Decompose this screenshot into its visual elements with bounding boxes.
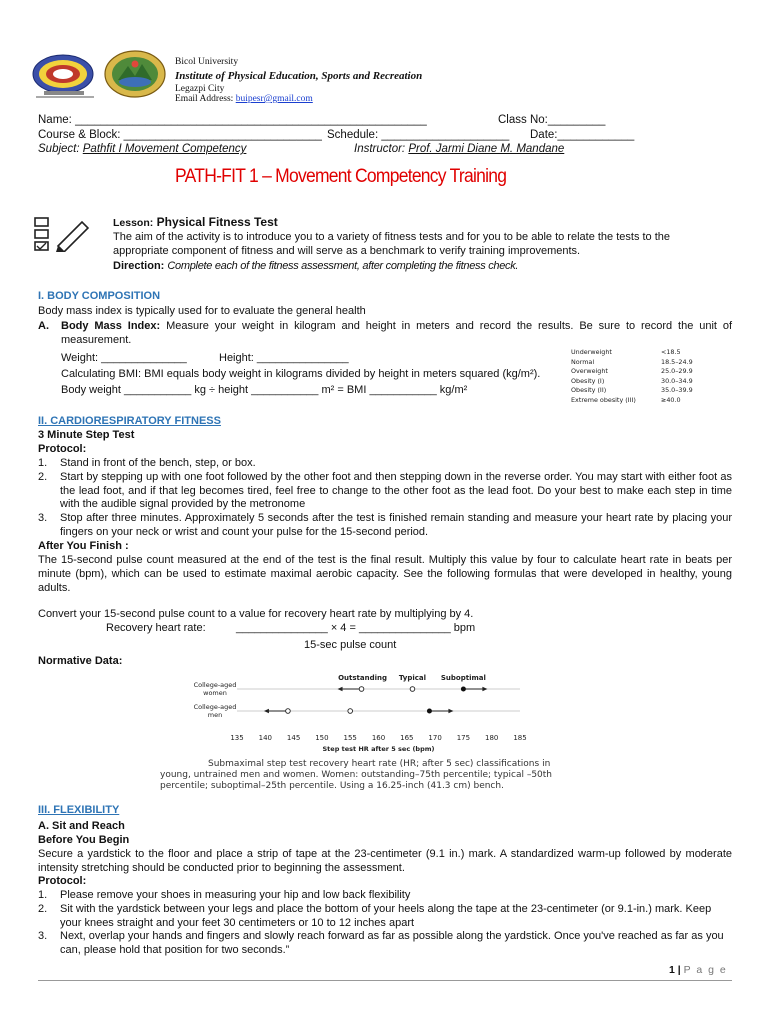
pulse-count-label: 15-sec pulse count [304,639,397,651]
bmi-formula: Body weight ___________ kg ÷ height ___________ m² = BMI ___________ kg/m² [61,384,468,396]
list-item: 1. Stand in front of the bench, step, or box. [38,457,256,469]
chart-caption: Submaximal step test recovery heart rate (HR; after 5 sec) classifications in young, untrained men and women. Women: outstanding–75th percentile; typical –50th percentile; suboptimal–25th percentile. Using a 16.25-inch (41.3 cm) bench. [160,759,553,791]
subject-line [38,142,246,157]
list-item: 3. Next, overlap your hands and fingers and slowly reach forward as far as possible along the yardstick. Once you've reached as far as you can, please hold that position for two seconds.” [38,930,724,957]
bmi-row: Extreme obesity (III) ≥40.0 [571,395,681,404]
subject-value: Pathfit I Movement Competency [82,143,247,155]
after-finish-text: The 15-second pulse count measured at the end of the test is the final result. Multiply this value by four to calculate heart rate in beats per minute (bpm), which can be used to estimate maximal aerobic capacity. See the following formulas that were developed in healthy, young adults. [38,554,732,594]
category-label: Typical [398,674,427,682]
before-begin-label: Before You Begin [38,834,130,846]
flex-protocol-list [38,889,732,958]
x-axis-label: Step test HR after 5 sec (bpm) [322,745,435,753]
row-label: College-aged [193,703,237,711]
x-tick-label: 170 [428,734,442,742]
footer-rule [38,980,732,981]
bmi-row: Obesity (II) 35.0–39.9 [571,386,693,395]
section-heading-body-composition: I. BODY COMPOSITION [38,290,161,302]
typical-point [410,687,415,692]
height-field: Height: _______________ [219,352,349,364]
name-field: Name: _______________________________________________________ [38,114,427,126]
outstanding-point [286,709,291,714]
bmi-row: Normal 18.5–24.9 [571,357,693,366]
email-link[interactable]: buipesr@gmail.com [235,94,313,104]
list-item: 2. Sit with the yardstick between your legs and place the bottom of your heels along the tape at the 23-centimeter (or 9.1-in.) mark. Keep your knees straight and your feet 30 centimeters or 10 to 12 inches apart [38,902,712,929]
category-label: Suboptimal [440,674,486,682]
page-title: PATH-FIT 1 – Movement Competency Training [175,166,507,187]
arrow-head [482,687,487,692]
section-heading-flexibility: III. FLEXIBILITY [38,804,120,816]
arrow-head [448,709,453,714]
x-tick-label: 175 [456,734,471,742]
x-tick-label: 150 [315,734,329,742]
class-no-field: Class No:_________ [498,114,606,126]
suboptimal-point [461,687,466,692]
recovery-hr-label: Recovery heart rate: [106,622,206,634]
x-tick-label: 145 [286,734,301,742]
bmi-row: Obesity (I) 30.0–34.9 [571,376,693,385]
step-test-chart [175,670,535,754]
bmi-calculation-note: Calculating BMI: BMI equals body weight in kilograms divided by height in meters squared (kg/m²). [61,368,541,380]
checklist-pencil-icon [34,216,92,252]
list-item: 1. Please remove your shoes in measuring your hip and low back flexibility [38,889,411,901]
bmi-label: Body Mass Index: [61,320,161,332]
list-item: 3. Stop after three minutes. Approximately 5 seconds after the test is finished remain standing and measure your heart rate by placing your fingers on your neck or wrist and count your pulse for the 15-second period. [38,512,732,538]
lesson-aim: The aim of the activity is to introduce you to a variety of fitness tests and for you to be able to relate the tests to the appropriate component of fitness and will serve as a benchmark to verify training improvements. [113,231,671,257]
direction-text: Complete each of the fitness assessment, after completing the fitness check. [167,260,519,272]
page-label: P a g e [683,964,728,976]
bmi-letter: A. [38,320,49,332]
weight-field: Weight: ______________ [61,352,187,364]
lesson-direction [113,260,733,274]
suboptimal-point [427,709,432,714]
x-tick-label: 140 [258,734,272,742]
bmi-row: Overweight 25.0–29.9 [571,367,693,376]
email-line [175,94,313,104]
course-block-field: Course & Block: _______________________________ [38,129,322,141]
before-begin-text: Secure a yardstick to the floor and place a strip of tape at the 23-centimeter (9.1 in.) mark. A standardized warm-up followed by moderate intensity stretching should be conducted prior to beginning the assessment. [38,848,732,874]
cardio-protocol-list [38,457,732,540]
instructor-label: Instructor: [354,143,409,155]
after-finish-label: After You Finish : [38,540,129,552]
ipesr-seal-logo [104,50,166,98]
x-tick-label: 155 [343,734,357,742]
category-label: Outstanding [338,674,387,682]
bmi-item [38,320,732,348]
university-name: Bicol University [175,57,239,67]
direction-label: Direction: [113,260,165,272]
page-number: 1 [669,964,675,976]
normative-data-label: Normative Data: [38,655,123,667]
x-tick-label: 180 [485,734,499,742]
bmi-row: Underweight <18.5 [571,348,681,356]
outstanding-point [359,687,364,692]
section-heading-cardio: II. CARDIORESPIRATORY FITNESS [38,415,221,427]
page-footer: 1 | P a g e [669,964,728,976]
convert-instruction: Convert your 15-second pulse count to a value for recovery heart rate by multiplying by 4. [38,608,474,620]
step-test-title: 3 Minute Step Test [38,429,135,441]
arrow-head [264,709,269,714]
lesson-name: Physical Fitness Test [156,215,278,229]
email-label: Email Address: [175,94,236,104]
body-comp-intro: Body mass index is typically used for to evaluate the general health [38,305,366,317]
schedule-field: Schedule: ____________________ [327,129,510,141]
row-label: College-aged [193,681,237,689]
instructor-value: Prof. Jarmi Diane M. Mandane [408,143,565,155]
recovery-hr-formula: _______________ × 4 = _______________ bpm [236,622,476,634]
lesson-label: Lesson: [113,217,154,229]
sit-reach-title: A. Sit and Reach [38,820,125,832]
row-label: men [207,711,223,719]
x-tick-label: 185 [513,734,527,742]
date-field: Date:____________ [530,129,635,141]
typical-point [348,709,353,714]
instructor-line [354,142,564,157]
subject-label: Subject: [38,143,83,155]
row-label: women [203,689,227,697]
bmi-classification-table [571,348,711,406]
bmi-instruction: Measure your weight in kilogram and height in meters and record the results. Be sure to record the unit of measurement. [61,320,732,346]
x-tick-label: 160 [371,734,386,742]
x-tick-label: 165 [400,734,414,742]
iso-certification-mark [30,86,100,94]
city-name: Legazpi City [175,84,225,94]
list-item: 2. Start by stepping up with one foot followed by the other foot and then stepping down in the reverse order. You may start with either foot as the lead foot, and if that leg becomes tired, feel free to change to the other foot as the lead foot. Do your best to make each step in time with the audible signal provided by the metronome [38,470,732,511]
flex-protocol-label: Protocol: [38,875,87,887]
institute-name: Institute of Physical Education, Sports and Recreation [175,70,423,82]
x-tick-label: 135 [230,734,244,742]
lesson-heading [113,215,278,229]
arrow-head [338,687,343,692]
cardio-protocol-label: Protocol: [38,443,87,455]
